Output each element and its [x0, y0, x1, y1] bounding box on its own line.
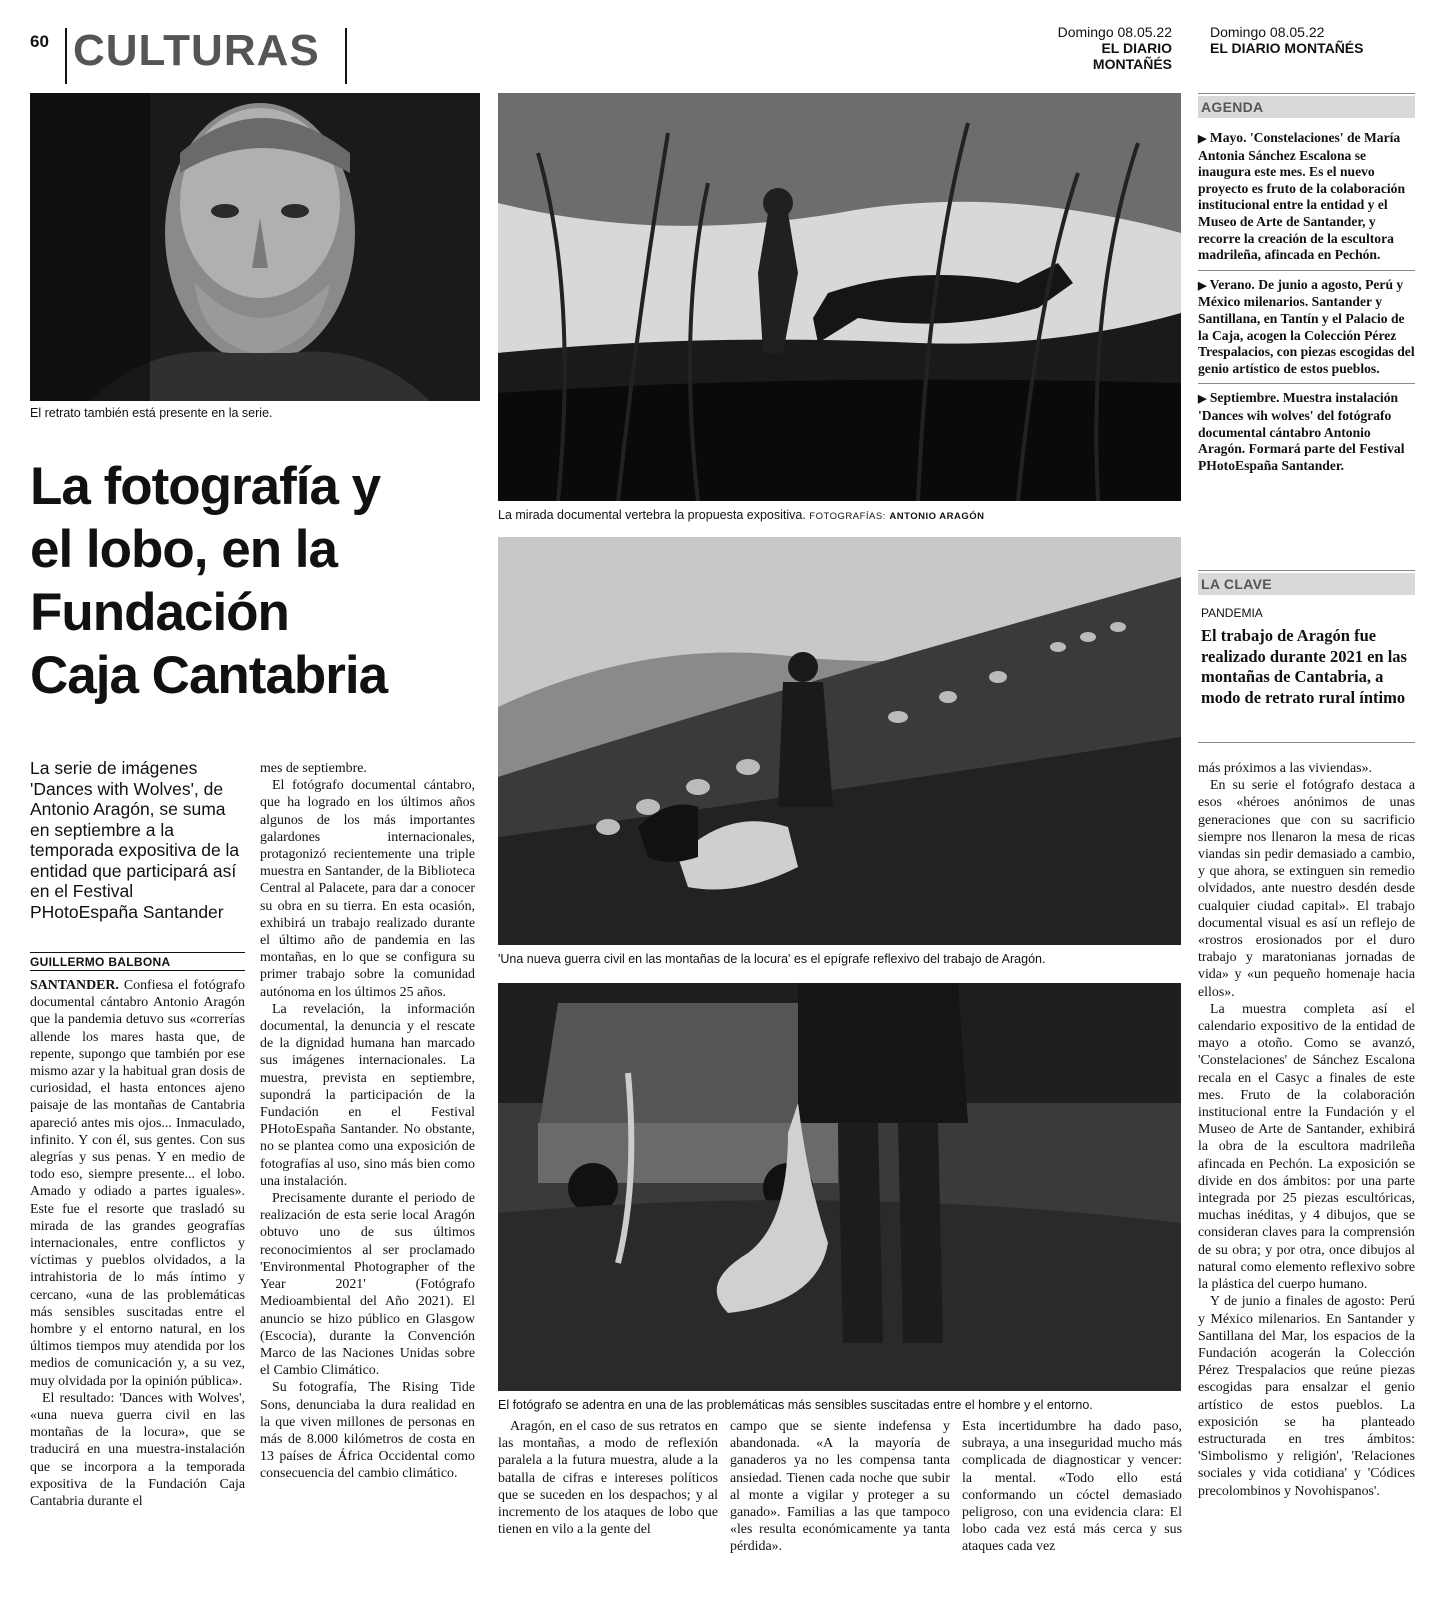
newspaper-name: EL DIARIO MONTAÑÉS [1210, 40, 1364, 56]
dateline: SANTANDER. [30, 978, 119, 993]
agenda-item-label: Mayo. [1209, 130, 1247, 145]
byline-rule [30, 952, 245, 953]
clave-text: El trabajo de Aragón fue realizado durante 2021 en las montañas de Cantabria, a modo de retrato rural íntimo [1201, 626, 1407, 707]
headline-line: Caja Cantabria [30, 646, 388, 705]
wolf-photo-caption [498, 508, 1181, 524]
body-column-1 [30, 977, 245, 1577]
credit-label: FOTOGRAFÍAS: [809, 511, 886, 522]
body-paragraph: El resultado: 'Dances with Wolves', «una nueva guerra civil en las montañas de la locura», que se traducirá en una muestra-instalación que se incorpora a la temporada expositiva de la Fundación Caja Cantabria durante el [30, 1390, 245, 1510]
issue-date: Domingo 08.05.22 [1210, 24, 1325, 40]
page-number: 60 [30, 32, 49, 51]
triangle-icon: ▶ [1198, 393, 1207, 406]
farmer-photo [498, 983, 1181, 1391]
body-paragraph: campo que se siente indefensa y abandonada. «A la mayoría de ganaderos ya no les compensa tanta ansiedad. Tienen cada noche que subir al monte a vigilar y proteger a su ganado». Familias a las que tampoco «les resulta económicamente ya tanta pérdida». [730, 1419, 950, 1555]
farmer-photo-caption: El fotógrafo se adentra en una de las problemáticas más sensibles suscitadas entre el hombre y el entorno. [498, 1398, 1093, 1412]
body-paragraph: Esta incertidumbre ha dado paso, subraya, a una inseguridad mucho más complicada de diagnosticar y vencer: la mental. «Todo ello está conformando un cóctel demasiado peligroso, con una evidencia clara: El lobo cada vez está más cerca y sus ataques cada vez [962, 1419, 1182, 1555]
byline: GUILLERMO BALBONA [30, 955, 171, 969]
body-column-2 [260, 760, 475, 1578]
body-paragraph: La muestra completa así el calendario expositivo de la entidad de mayo a otoño. Como se avanzó, 'Constelaciones' de Sánchez Escalona recala en el Casyc a finales de este mes. Fruto de la colaboración institucional entre la Fundación y el Museo de Arte de Santander, exhibirá la obra de la escultora madrileña afincada en Pechón. La exposición se divide en dos ámbitos: por una parte integrada por 25 piezas escultóricas, muchas inéditas, y 4 dibujos, que se consideran claves para la comprensión de su obra; y por otra, once dibujos al natural como elemento reflexivo sobre la plástica del cuerpo humano. [1198, 1001, 1415, 1293]
body-paragraph: Su fotografía, The Rising Tide Sons, denunciaba la dura realidad en la que viven millones de personas en más de 8.000 kilómetros de costa en 13 países de África Occidental como consecuencia del cambio climático. [260, 1380, 475, 1482]
byline-rule [30, 970, 245, 971]
triangle-icon: ▶ [1198, 279, 1207, 292]
clave-bottom-rule [1198, 742, 1415, 743]
agenda-item [1198, 130, 1415, 271]
body-column-5 [962, 1418, 1182, 1578]
triangle-icon: ▶ [1198, 133, 1207, 145]
body-paragraph: El fotógrafo documental cántabro, que ha logrado en los últimos años algunos de los más importantes galardones internacionales, protagonizó recientemente una triple muestra en Santander, de la Biblioteca Central al Palacete, para dar a conocer su obra en su tierra. En esta ocasión, exhibirá un trabajo realizado durante el último año de pandemia en las montañas, en lo que se configura su primer trabajo sobre la comunidad autónoma en los últimos 25 años. [260, 778, 475, 1000]
clave-kicker: PANDEMIA [1201, 606, 1263, 620]
sidebar-top-rule [1198, 93, 1415, 94]
newspaper-name: EL DIARIO MONTAÑÉS [1092, 40, 1172, 72]
agenda-item-label: Septiembre. [1209, 390, 1280, 406]
headline-line: el lobo, en la [30, 520, 338, 579]
body-paragraph: más próximos a las viviendas». [1198, 761, 1372, 776]
body-paragraph: La revelación, la información documental, la denuncia y el rescate de la dignidad humana han marcado sus imágenes internacionales. La muestra, prevista en septiembre, supondrá la participación de la Fundación en el Festival PHotoEspaña Santander. No obstante, no se plantea como una exposición de fotografías al uso, sino más bien como una instalación. [260, 1001, 475, 1189]
article-lead: La serie de imágenes 'Dances with Wolves', de Antonio Aragón, se suma en septiembre a la temporada expositiva de la entidad que participará así en el Festival PHotoEspaña Santander [30, 758, 240, 922]
wolf-photo [498, 93, 1181, 501]
agenda-list [1198, 130, 1415, 474]
body-text: Confiesa el fotógrafo documental cántabro Antonio Aragón que la pandemia detuvo sus «correrías allende los mares hasta que, de repente, supongo que también por ese mismo azar y la habitual gran dosis de curiosidad, el hasta entonces ajeno paisaje de las montañas de Cantabria apareció antes mis ojos... Inmaculado, infinito. Y con él, sus gentes. Con sus alegrías y sus penas. Y en medio de todo eso, siempre presente... el lobo. Amado y odiado a partes iguales». Este fue el resorte que trasladó su mirada de las grandes geografías internacionales, entre conflictos y víctimas y pueblos olvidados, a la intrahistoria de lo más íntimo y cercano, «una de las problemáticas más sensibles suscitadas entre el hombre y el entorno natural, en los últimos tiempos muy atendida por los medios de comunicación y, a su vez, muy olvidada por la opinión pública». [30, 978, 245, 1389]
headline-line: La fotografía y [30, 457, 381, 516]
body-column-4 [730, 1418, 950, 1578]
date-block-left [1042, 24, 1172, 72]
article-headline [30, 455, 460, 707]
issue-date: Domingo 08.05.22 [1057, 24, 1172, 40]
agenda-item-text: 'Constelaciones' de María Antonia Sánchez Escalona se inaugura este mes. Es el nuevo proyecto es fruto de la colaboración institucional entre la entidad y el Museo de Arte de Santander, y recorre la creación de la escultora madrileña, afincada en Pechón. [1198, 130, 1406, 263]
body-paragraph: Precisamente durante el periodo de realización de esta serie local Aragón obtuvo uno de sus últimos reconocimientos al ser proclamado 'Environmental Photographer of the Year 2021' (Fotógrafo Medioambiental del Año 2021). El anuncio se hizo público en Glasgow (Escocia), durante la Convención Marco de las Naciones Unidas sobre el Cambio Climático. [260, 1191, 475, 1379]
headline-line: Fundación [30, 583, 289, 642]
clave-top-rule [1198, 570, 1415, 571]
header-divider [65, 28, 67, 84]
body-paragraph: Aragón, en el caso de sus retratos en las montañas, a modo de reflexión paralela a la futura muestra, alude a la batalla de cifras e intereses políticos que se suceden en los despachos; y al incremento de los ataques de lobo que tienen en vilo a la gente del [498, 1419, 718, 1538]
portrait-caption: El retrato también está presente en la serie. [30, 406, 273, 420]
shepherd-photo [498, 537, 1181, 945]
clave-title: LA CLAVE [1201, 576, 1272, 592]
agenda-title: AGENDA [1201, 99, 1264, 115]
body-paragraph: mes de septiembre. [260, 761, 367, 776]
body-column-3 [498, 1418, 718, 1578]
agenda-item-label: Verano. [1209, 276, 1255, 292]
agenda-item [1198, 390, 1415, 474]
date-block-right [1210, 24, 1390, 56]
photo-credit: ANTONIO ARAGÓN [889, 511, 985, 522]
portrait-photo [30, 93, 480, 401]
caption-text: La mirada documental vertebra la propuesta expositiva. [498, 508, 806, 522]
agenda-item-text: Muestra instalación 'Dances wih wolves' del fotógrafo documental cántabro Antonio Aragón. Formará parte del Festival PHotoEspaña Santander. [1198, 390, 1405, 473]
body-column-6 [1198, 760, 1415, 1578]
section-title: CULTURAS [73, 26, 320, 75]
body-paragraph: Y de junio a finales de agosto: Perú y México milenarios. En Santander y Santillana del Mar, los espacios de la Fundación acogerán la Colección Pérez Trespalacios que reúne piezas escogidas para ensalzar el genio artístico de estos pueblos. La exposición se ha planteado estructurada en tres ámbitos: 'Simbolismo y religión', 'Relaciones sociales y vida cotidiana' y 'Códices precolombinos y Novohispanos'. [1198, 1294, 1415, 1499]
agenda-item [1198, 277, 1415, 385]
header-divider [345, 28, 347, 84]
body-paragraph: En su serie el fotógrafo destaca a esos «héroes anónimos de unas generaciones que con su sacrificio siempre nos llenaron la mesa de ricas viandas sin pedir demasiado a cambio, y que ahora, se extinguen sin remedio olvidados, ante nuestro desdén desde cualquier ciudad capital». El trabajo documental visual es así un reflejo de «rostros erosionados por el duro trabajo y maratonianas jornadas de vida» y «un pequeño homenaje hacia ellos». [1198, 778, 1415, 1000]
shepherd-photo-caption: 'Una nueva guerra civil en las montañas de la locura' es el epígrafe reflexivo del trabajo de Aragón. [498, 952, 1046, 966]
agenda-item-text: De junio a agosto, Perú y México milenarios. Santander y Santillana, en Tantín y el Palacio de la Caja, acogen la Colección Pérez Trespalacios, con piezas escogidas del genio artístico de estos pueblos. [1198, 276, 1415, 376]
